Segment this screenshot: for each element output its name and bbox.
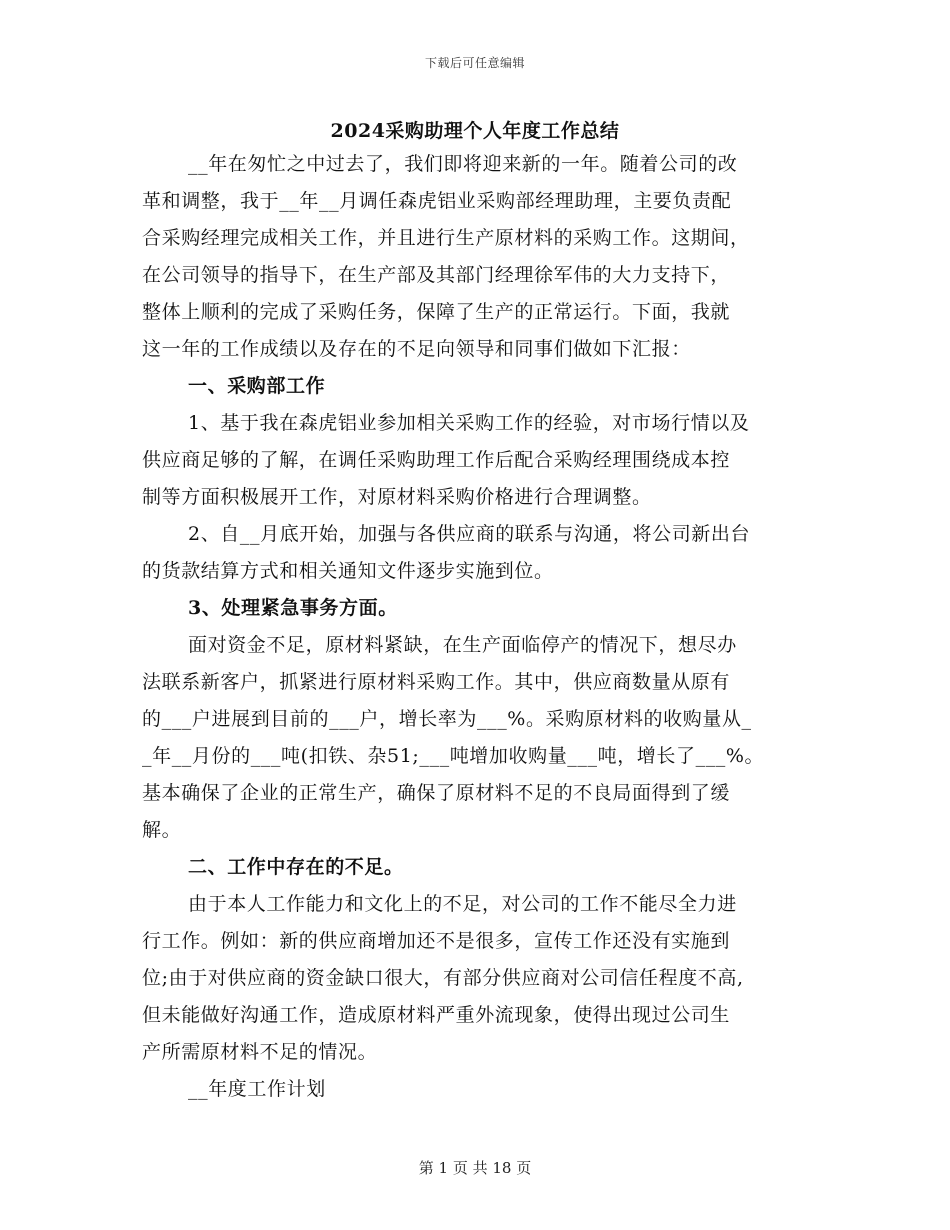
paragraph-line: 革和调整，我于__年__月调任森虎铝业采购部经理助理，主要负责配 — [142, 190, 732, 212]
paragraph-line: 的___户进展到目前的___户，增长率为___%。采购原材料的收购量从_ — [142, 708, 752, 730]
section-heading: 3、处理紧急事务方面。 — [188, 597, 398, 619]
section-heading: 一、采购部工作 — [188, 375, 326, 397]
paragraph-line: 由于本人工作能力和文化上的不足，对公司的工作不能尽全力进 — [188, 893, 737, 915]
paragraph-line: 行工作。例如：新的供应商增加还不是很多，宣传工作还没有实施到 — [142, 930, 731, 952]
document-title: 2024采购助理个人年度工作总结 — [330, 120, 620, 142]
paragraph-line: 2、自__月底开始，加强与各供应商的联系与沟通，将公司新出台 — [188, 523, 751, 545]
page-header-note: 下载后可任意编辑 — [424, 56, 525, 70]
paragraph-line: 位;由于对供应商的资金缺口很大，有部分供应商对公司信任程度不高, — [142, 967, 744, 989]
paragraph-line: __年度工作计划 — [188, 1078, 326, 1100]
paragraph-line: 产所需原材料不足的情况。 — [142, 1041, 378, 1063]
section-heading: 二、工作中存在的不足。 — [188, 856, 404, 878]
paragraph-line: 合采购经理完成相关工作，并且进行生产原材料的采购工作。这期间， — [142, 227, 750, 249]
paragraph-line: 制等方面积极展开工作，对原材料采购价格进行合理调整。 — [142, 486, 652, 508]
paragraph-line: 基本确保了企业的正常生产，确保了原材料不足的不良局面得到了缓 — [142, 782, 731, 804]
paragraph-line: 供应商足够的了解，在调任采购助理工作后配合采购经理围绕成本控 — [142, 449, 731, 471]
paragraph-line: 整体上顺利的完成了采购任务，保障了生产的正常运行。下面，我就 — [142, 301, 731, 323]
paragraph-line: 但未能做好沟通工作，造成原材料严重外流现象，使得出现过公司生 — [142, 1004, 731, 1026]
paragraph-line: 在公司领导的指导下，在生产部及其部门经理徐军伟的大力支持下， — [142, 264, 731, 286]
paragraph-line: 这一年的工作成绩以及存在的不足向领导和同事们做如下汇报： — [142, 338, 691, 360]
paragraph-line: 法联系新客户，抓紧进行原材料采购工作。其中，供应商数量从原有 — [142, 671, 731, 693]
document-body — [142, 146, 814, 1108]
paragraph-line: 解。 — [142, 819, 182, 841]
paragraph-line: __年在匆忙之中过去了，我们即将迎来新的一年。随着公司的改 — [188, 153, 738, 175]
paragraph-line: _年__月份的___吨(扣铁、杂51;___吨增加收购量___吨，增长了___%。 — [142, 745, 765, 767]
page-number-footer: 第 1 页 共 18 页 — [418, 1159, 532, 1177]
paragraph-line: 面对资金不足，原材料紧缺，在生产面临停产的情况下，想尽办 — [188, 634, 737, 656]
paragraph-line: 1、基于我在森虎铝业参加相关采购工作的经验，对市场行情以及 — [188, 412, 750, 434]
paragraph-line: 的货款结算方式和相关通知文件逐步实施到位。 — [142, 560, 554, 582]
